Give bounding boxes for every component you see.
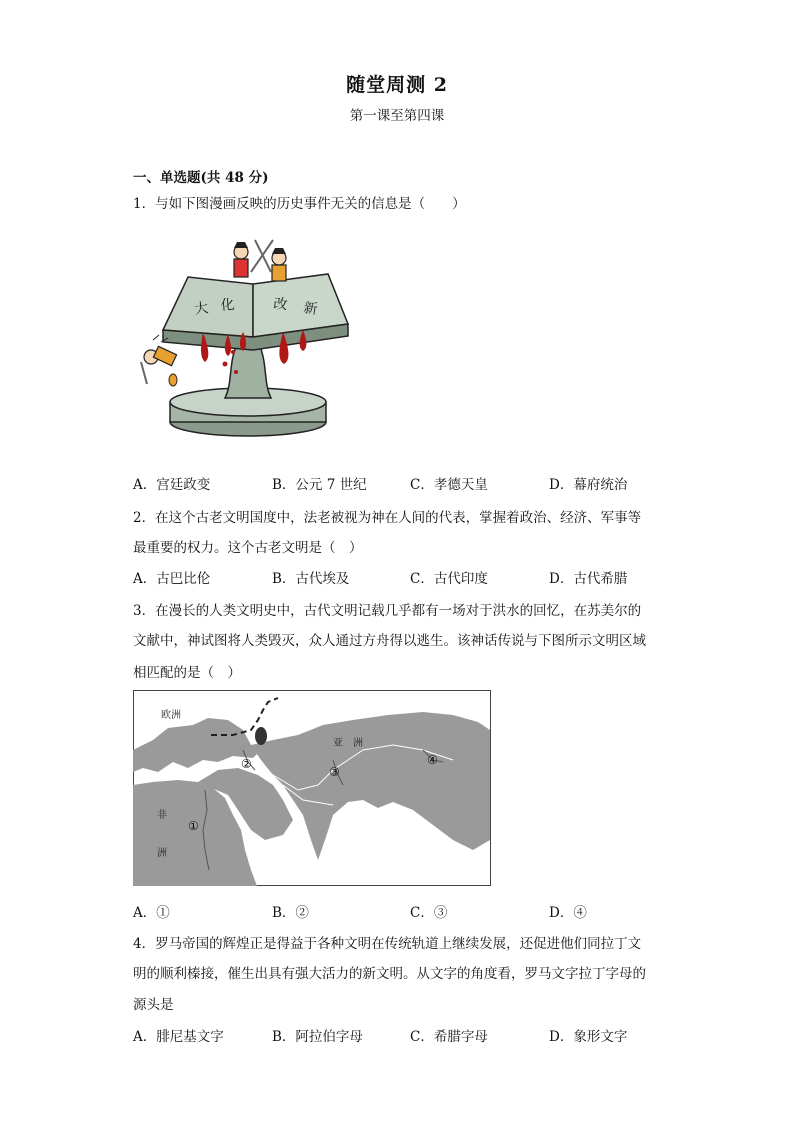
- map-marker-4: ④: [427, 753, 438, 767]
- option-d[interactable]: D．④: [549, 905, 587, 921]
- option-c[interactable]: C．孝德天皇: [410, 477, 488, 493]
- option-c[interactable]: C．希腊字母: [410, 1029, 488, 1045]
- map-label-europe: 欧洲: [161, 710, 181, 721]
- question-2-options: [133, 567, 693, 587]
- option-d[interactable]: D．幕府统治: [549, 477, 628, 493]
- question-4-line-1: 4．罗马帝国的辉煌正是得益于各种文明在传统轨道上继续发展，还促进他们同拉丁文: [133, 936, 642, 952]
- question-4-options: [133, 1025, 693, 1045]
- option-b[interactable]: B．公元 7 世纪: [272, 477, 367, 493]
- option-b[interactable]: B．②: [272, 905, 309, 921]
- option-b[interactable]: B．古代埃及: [272, 571, 350, 587]
- map-marker-2: ②: [241, 757, 252, 771]
- question-3-options: [133, 901, 693, 921]
- page-subtitle: 第一课至第四课: [349, 108, 445, 124]
- question-4-line-3: 源头是: [133, 997, 174, 1013]
- option-d[interactable]: D．象形文字: [549, 1029, 628, 1045]
- question-3-line-1: 3．在漫长的人类文明史中，古代文明记载几乎都有一场对于洪水的回忆，在苏美尔的: [133, 603, 642, 619]
- map-label-africa-top: 非: [157, 810, 167, 821]
- page-title: 随堂周测 2: [346, 74, 448, 96]
- question-2-line-1: 2．在这个古老文明国度中，法老被视为神在人间的代表，掌握着政治、经济、军事等: [133, 510, 642, 526]
- book-text-right: 改: [272, 296, 289, 314]
- question-1-options: [133, 473, 693, 493]
- map-figure: [133, 690, 491, 886]
- option-c[interactable]: C．③: [410, 905, 448, 921]
- option-a[interactable]: A．古巴比伦: [133, 571, 211, 587]
- option-a[interactable]: A．①: [133, 905, 170, 921]
- map-label-asia: 亚 洲: [333, 738, 363, 749]
- map-label-africa-bottom: 洲: [157, 848, 167, 859]
- book-text-right2: 新: [302, 300, 319, 318]
- map-marker-3: ③: [329, 765, 340, 779]
- book-text-left2: 化: [219, 296, 236, 314]
- section-heading: 一、单选题(共 48 分): [133, 170, 269, 186]
- question-4-line-2: 明的顺利榛接，催生出具有强大活力的新文明。从文字的角度看，罗马文字拉丁字母的: [133, 966, 646, 982]
- option-d[interactable]: D．古代希腊: [549, 571, 628, 587]
- map-marker-1: ①: [188, 819, 199, 833]
- option-a[interactable]: A．腓尼基文字: [133, 1029, 224, 1045]
- question-1-text: 1．与如下图漫画反映的历史事件无关的信息是（ ）: [133, 196, 466, 212]
- question-3-line-3: 相匹配的是（ ）: [133, 665, 241, 681]
- option-c[interactable]: C．古代印度: [410, 571, 488, 587]
- book-text-left: 大: [193, 300, 210, 318]
- option-a[interactable]: A．宫廷政变: [133, 477, 211, 493]
- question-3-line-2: 文献中，神试图将人类毁灭，众人通过方舟得以逃生。该神话传说与下图所示文明区域: [133, 633, 646, 649]
- option-b[interactable]: B．阿拉伯字母: [272, 1029, 363, 1045]
- cartoon-figure: [133, 232, 363, 442]
- question-2-line-2: 最重要的权力。这个古老文明是（ ）: [133, 540, 363, 556]
